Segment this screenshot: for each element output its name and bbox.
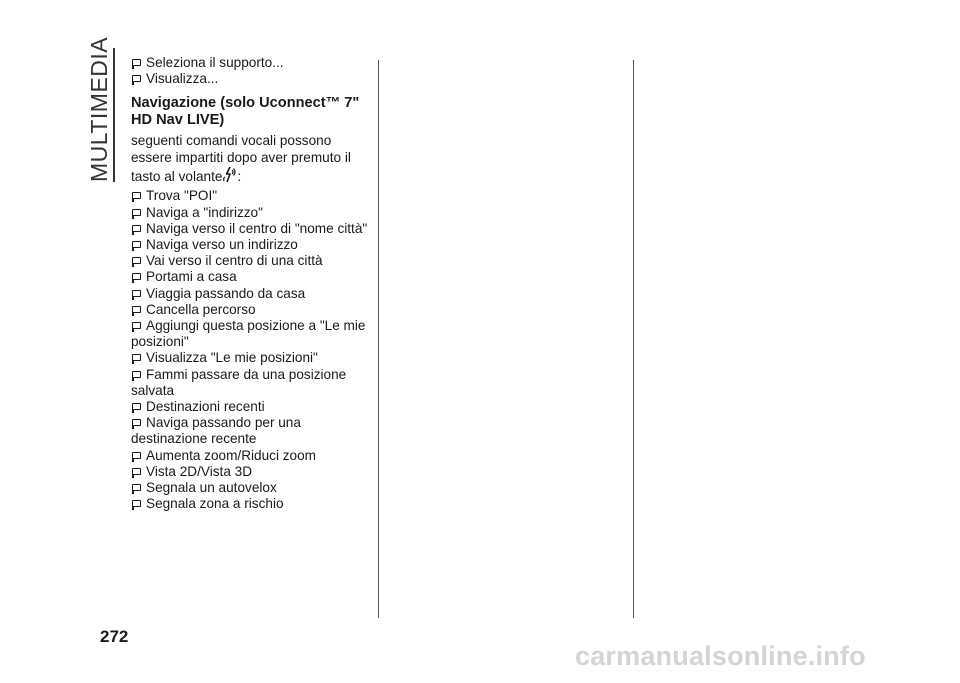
voice-command-icon	[223, 166, 236, 184]
checkbox-bullet-icon	[132, 273, 141, 280]
list-item: Destinazioni recenti	[131, 399, 371, 415]
list-item: Visualizza "Le mie posizioni"	[131, 350, 371, 366]
list-item: Viaggia passando da casa	[131, 286, 371, 302]
checkbox-bullet-icon	[132, 354, 141, 361]
checkbox-bullet-icon	[132, 225, 141, 232]
voice-commands-list	[131, 188, 371, 512]
list-item: Aumenta zoom/Riduci zoom	[131, 448, 371, 464]
list-item: Naviga passando per una destinazione recente	[131, 415, 301, 447]
checkbox-bullet-icon	[132, 306, 141, 313]
column-divider	[378, 60, 379, 618]
list-item: Naviga verso il centro di "nome città"	[131, 221, 371, 237]
list-item: Segnala zona a rischio	[131, 496, 371, 512]
checkbox-bullet-icon	[132, 241, 141, 248]
page-number: 272	[100, 627, 129, 646]
list-item: Visualizza...	[131, 71, 371, 87]
column-divider	[633, 60, 634, 618]
list-item: Vai verso il centro di una città	[131, 253, 371, 269]
list-item: Seleziona il supporto...	[131, 55, 371, 71]
list-item: Cancella percorso	[131, 302, 371, 318]
list-item: Aggiungi questa posizione a "Le mie posizioni"	[131, 318, 366, 350]
section-heading: Navigazione (solo Uconnect™ 7" HD Nav LIVE)	[131, 95, 360, 129]
list-item: Trova "POI"	[131, 188, 371, 204]
list-item: Segnala un autovelox	[131, 480, 371, 496]
checkbox-bullet-icon	[132, 371, 141, 378]
checkbox-bullet-icon	[132, 75, 141, 82]
list-item: Portami a casa	[131, 269, 371, 285]
checkbox-bullet-icon	[132, 322, 141, 329]
checkbox-bullet-icon	[132, 419, 141, 426]
checkbox-bullet-icon	[132, 452, 141, 459]
checkbox-bullet-icon	[132, 403, 141, 410]
checkbox-bullet-icon	[132, 290, 141, 297]
intro-list	[131, 55, 371, 87]
checkbox-bullet-icon	[132, 257, 141, 264]
list-item: Naviga a "indirizzo"	[131, 205, 371, 221]
list-item: Naviga verso un indirizzo	[131, 237, 371, 253]
checkbox-bullet-icon	[132, 192, 141, 199]
watermark: carmanualsonline.info	[575, 641, 866, 671]
intro-paragraph: seguenti comandi vocali possono essere impartiti dopo aver premuto il tasto al volante :	[131, 133, 351, 185]
checkbox-bullet-icon	[132, 468, 141, 475]
list-item: Fammi passare da una posizione salvata	[131, 366, 347, 398]
list-item: Vista 2D/Vista 3D	[131, 464, 371, 480]
section-title: MULTIMEDIA	[86, 36, 112, 182]
checkbox-bullet-icon	[132, 59, 141, 66]
checkbox-bullet-icon	[132, 209, 141, 216]
checkbox-bullet-icon	[132, 500, 141, 507]
content-column	[131, 55, 371, 512]
checkbox-bullet-icon	[132, 484, 141, 491]
